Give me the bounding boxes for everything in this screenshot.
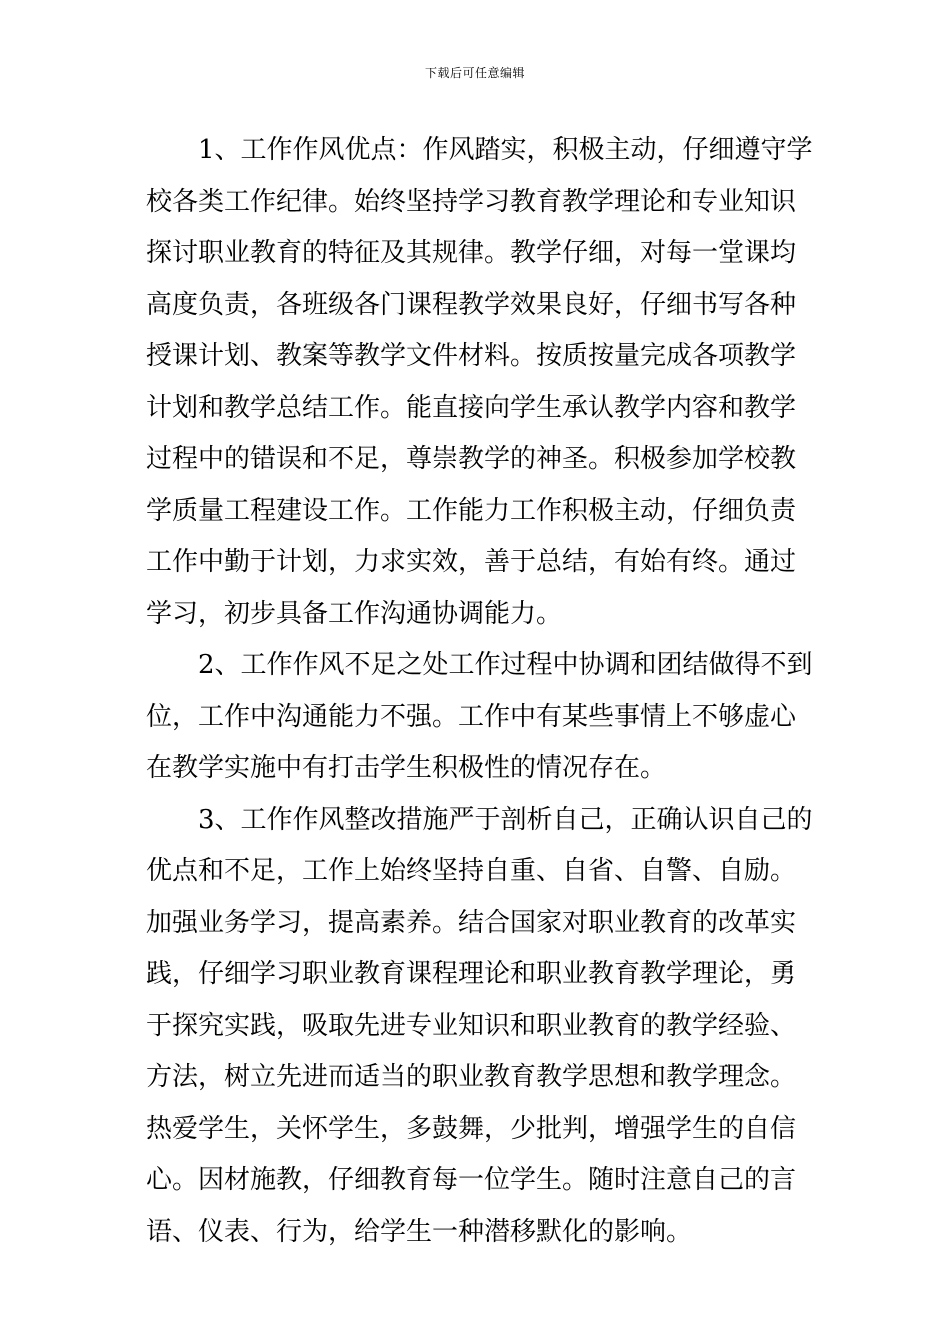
document-body	[146, 125, 812, 1258]
text-line: 优点和不足，工作上始终坚持自重、自省、自警、自励。	[146, 856, 797, 886]
text-line: 过程中的错误和不足，尊崇教学的神圣。积极参加学校教	[146, 444, 797, 474]
text-line: 1、工作作风优点：作风踏实，积极主动，仔细遵守学	[198, 135, 813, 165]
text-line: 学质量工程建设工作。工作能力工作积极主动，仔细负责	[146, 495, 797, 526]
page-header: 下载后可任意编辑	[424, 66, 525, 80]
text-line: 加强业务学习，提高素养。结合国家对职业教育的改革实	[146, 907, 797, 938]
text-line: 方法，树立先进而适当的职业教育教学思想和教学理念。	[146, 1062, 797, 1092]
text-line: 探讨职业教育的特征及其规律。教学仔细，对每一堂课均	[146, 238, 797, 268]
text-line: 践，仔细学习职业教育课程理论和职业教育教学理论，勇	[146, 959, 797, 989]
text-line: 热爱学生，关怀学生，多鼓舞，少批判，增强学生的自信	[146, 1113, 797, 1144]
paragraph-shortcomings	[146, 640, 812, 795]
text-line: 授课计划、教案等教学文件材料。按质按量完成各项教学	[146, 341, 797, 371]
text-line: 高度负责，各班级各门课程教学效果良好，仔细书写各种	[146, 289, 797, 320]
text-line: 2、工作作风不足之处工作过程中协调和团结做得不到	[198, 650, 813, 680]
paragraph-measures	[146, 795, 812, 1259]
text-line: 计划和教学总结工作。能直接向学生承认教学内容和教学	[146, 392, 797, 423]
text-line: 校各类工作纪律。始终坚持学习教育教学理论和专业知识	[146, 186, 797, 217]
text-line: 语、仪表、行为，给学生一种潜移默化的影响。	[146, 1216, 693, 1247]
text-line: 工作中勤于计划，力求实效，善于总结，有始有终。通过	[146, 547, 797, 577]
text-line: 3、工作作风整改措施严于剖析自己，正确认识自己的	[198, 804, 813, 835]
text-line: 位，工作中沟通能力不强。工作中有某些事情上不够虚心	[146, 701, 797, 732]
text-line: 心。因材施教，仔细教育每一位学生。随时注意自己的言	[146, 1165, 797, 1195]
text-line: 在教学实施中有打击学生积极性的情况存在。	[146, 753, 667, 783]
paragraph-strengths	[146, 125, 812, 640]
text-line: 学习，初步具备工作沟通协调能力。	[146, 598, 563, 629]
text-line: 于探究实践，吸取先进专业知识和职业教育的教学经验、	[146, 1010, 797, 1041]
